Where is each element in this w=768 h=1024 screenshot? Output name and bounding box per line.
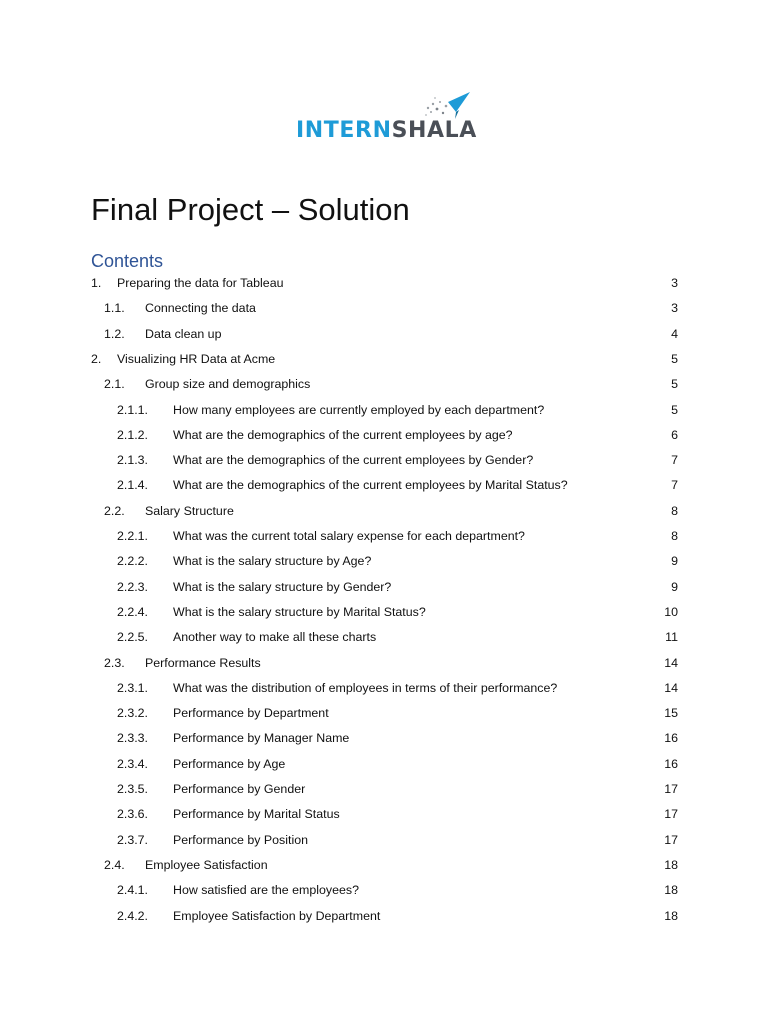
toc-entry-label: Performance by Gender [173, 782, 306, 796]
logo-intern-text: INTERN [296, 118, 392, 143]
toc-entry-label: What are the demographics of the current employees by Gender? [173, 453, 534, 467]
toc-entry[interactable] [0, 501, 768, 521]
toc-entry[interactable] [0, 703, 768, 723]
toc-entry-page: 7 [671, 453, 678, 467]
toc-entry[interactable] [0, 577, 768, 597]
toc-entry[interactable] [0, 804, 768, 824]
toc-entry[interactable] [0, 324, 768, 344]
toc-entry-number: 2.1.1. [117, 403, 149, 417]
toc-entry[interactable] [0, 728, 768, 748]
toc-entry-page: 8 [671, 529, 678, 543]
toc-entry-label: Visualizing HR Data at Acme [117, 352, 276, 366]
toc-entry-label: Employee Satisfaction by Department [173, 909, 381, 923]
toc-entry[interactable] [0, 349, 768, 369]
toc-entry[interactable] [0, 627, 768, 647]
toc-entry-page: 11 [665, 630, 678, 644]
toc-entry-page: 18 [664, 858, 678, 872]
toc-entry-label: Performance by Marital Status [173, 807, 340, 821]
toc-entry-page: 17 [664, 833, 678, 847]
toc-entry-label: What is the salary structure by Marital Status? [173, 605, 426, 619]
toc-entry-page: 16 [664, 731, 678, 745]
toc-entry-number: 1. [91, 276, 102, 290]
toc-entry[interactable] [0, 450, 768, 470]
toc-entry-page: 7 [671, 478, 678, 492]
toc-entry-number: 2.2. [104, 504, 125, 518]
toc-entry-label: Performance by Position [173, 833, 308, 847]
toc-entry-number: 2.3.6. [117, 807, 149, 821]
toc-entry-label: Performance Results [145, 656, 261, 670]
toc-entry-number: 2.3.5. [117, 782, 149, 796]
toc-entry-page: 5 [671, 352, 678, 366]
toc-entry[interactable] [0, 273, 768, 293]
toc-entry-label: How satisfied are the employees? [173, 883, 359, 897]
toc-entry-label: How many employees are currently employed by each department? [173, 403, 545, 417]
toc-entry-page: 18 [664, 909, 678, 923]
toc-entry-number: 2.3. [104, 656, 125, 670]
toc-entry-page: 8 [671, 504, 678, 518]
toc-entry-number: 2.3.3. [117, 731, 149, 745]
toc-entry[interactable] [0, 602, 768, 622]
toc-entry-label: Performance by Department [173, 706, 329, 720]
toc-entry-number: 2.3.7. [117, 833, 149, 847]
toc-entry-label: Group size and demographics [145, 377, 311, 391]
toc-entry-number: 2.1.2. [117, 428, 149, 442]
toc-entry-label: Connecting the data [145, 301, 256, 315]
toc-entry[interactable] [0, 425, 768, 445]
toc-entry-number: 2.1.3. [117, 453, 149, 467]
toc-entry-page: 5 [671, 403, 678, 417]
toc-entry[interactable] [0, 526, 768, 546]
toc-entry[interactable] [0, 298, 768, 318]
toc-entry-number: 2.2.2. [117, 554, 149, 568]
toc-entry-page: 17 [664, 782, 678, 796]
toc-entry-page: 6 [671, 428, 678, 442]
toc-entry-number: 1.1. [104, 301, 125, 315]
toc-entry-page: 10 [664, 605, 678, 619]
toc-entry-label: Performance by Age [173, 757, 286, 771]
toc-entry-number: 2.4.2. [117, 909, 149, 923]
toc-entry[interactable] [0, 551, 768, 571]
toc-entry-label: What are the demographics of the current employees by age? [173, 428, 513, 442]
toc-entry-label: What is the salary structure by Gender? [173, 580, 392, 594]
toc-entry-number: 2.4.1. [117, 883, 149, 897]
toc-entry-label: What is the salary structure by Age? [173, 554, 372, 568]
toc-entry-number: 2.4. [104, 858, 125, 872]
toc-entry-page: 14 [664, 656, 678, 670]
toc-entry-page: 3 [671, 276, 678, 290]
toc-entry-label: What are the demographics of the current employees by Marital Status? [173, 478, 568, 492]
toc-entry-number: 2.2.1. [117, 529, 149, 543]
toc-entry-page: 9 [671, 580, 678, 594]
toc-entry-number: 2.3.4. [117, 757, 149, 771]
logo-shala-text: SHALA [391, 118, 477, 143]
toc-entry-label: Performance by Manager Name [173, 731, 350, 745]
toc-entry-page: 3 [671, 301, 678, 315]
toc-entry-label: Preparing the data for Tableau [117, 276, 284, 290]
toc-entry-label: Data clean up [145, 327, 222, 341]
toc-entry-label: What was the current total salary expense for each department? [173, 529, 525, 543]
toc-entry-number: 2.1.4. [117, 478, 149, 492]
toc-entry[interactable] [0, 653, 768, 673]
toc-entry[interactable] [0, 374, 768, 394]
toc-entry-page: 17 [664, 807, 678, 821]
toc-entry-page: 18 [664, 883, 678, 897]
toc-entry-page: 9 [671, 554, 678, 568]
toc-entry-page: 5 [671, 377, 678, 391]
toc-entry-number: 2. [91, 352, 102, 366]
toc-entry-label: Another way to make all these charts [173, 630, 377, 644]
toc-entry-number: 2.2.3. [117, 580, 149, 594]
toc-entry[interactable] [0, 678, 768, 698]
toc-entry-label: What was the distribution of employees in terms of their performance? [173, 681, 558, 695]
toc-entry-page: 14 [664, 681, 678, 695]
internshala-logo [296, 88, 476, 146]
toc-entry[interactable] [0, 906, 768, 926]
toc-entry-number: 2.1. [104, 377, 125, 391]
toc-entry-page: 4 [671, 327, 678, 341]
toc-entry-number: 2.3.2. [117, 706, 149, 720]
toc-entry[interactable] [0, 779, 768, 799]
paper-plane-icon [424, 88, 472, 122]
toc-entry[interactable] [0, 830, 768, 850]
toc-entry-label: Employee Satisfaction [145, 858, 268, 872]
toc-entry-number: 2.3.1. [117, 681, 149, 695]
toc-entry[interactable] [0, 855, 768, 875]
toc-entry[interactable] [0, 475, 768, 495]
toc-entry[interactable] [0, 880, 768, 900]
toc-entry-number: 2.2.4. [117, 605, 149, 619]
toc-entry[interactable] [0, 754, 768, 774]
toc-entry-page: 15 [664, 706, 678, 720]
toc-entry[interactable] [0, 400, 768, 420]
page-title: Final Project – Solution [91, 192, 410, 227]
toc-entry-page: 16 [664, 757, 678, 771]
contents-heading: Contents [91, 251, 164, 271]
toc-entry-number: 2.2.5. [117, 630, 149, 644]
toc-entry-number: 1.2. [104, 327, 125, 341]
logo-wordmark [296, 118, 477, 144]
toc-entry-label: Salary Structure [145, 504, 234, 518]
